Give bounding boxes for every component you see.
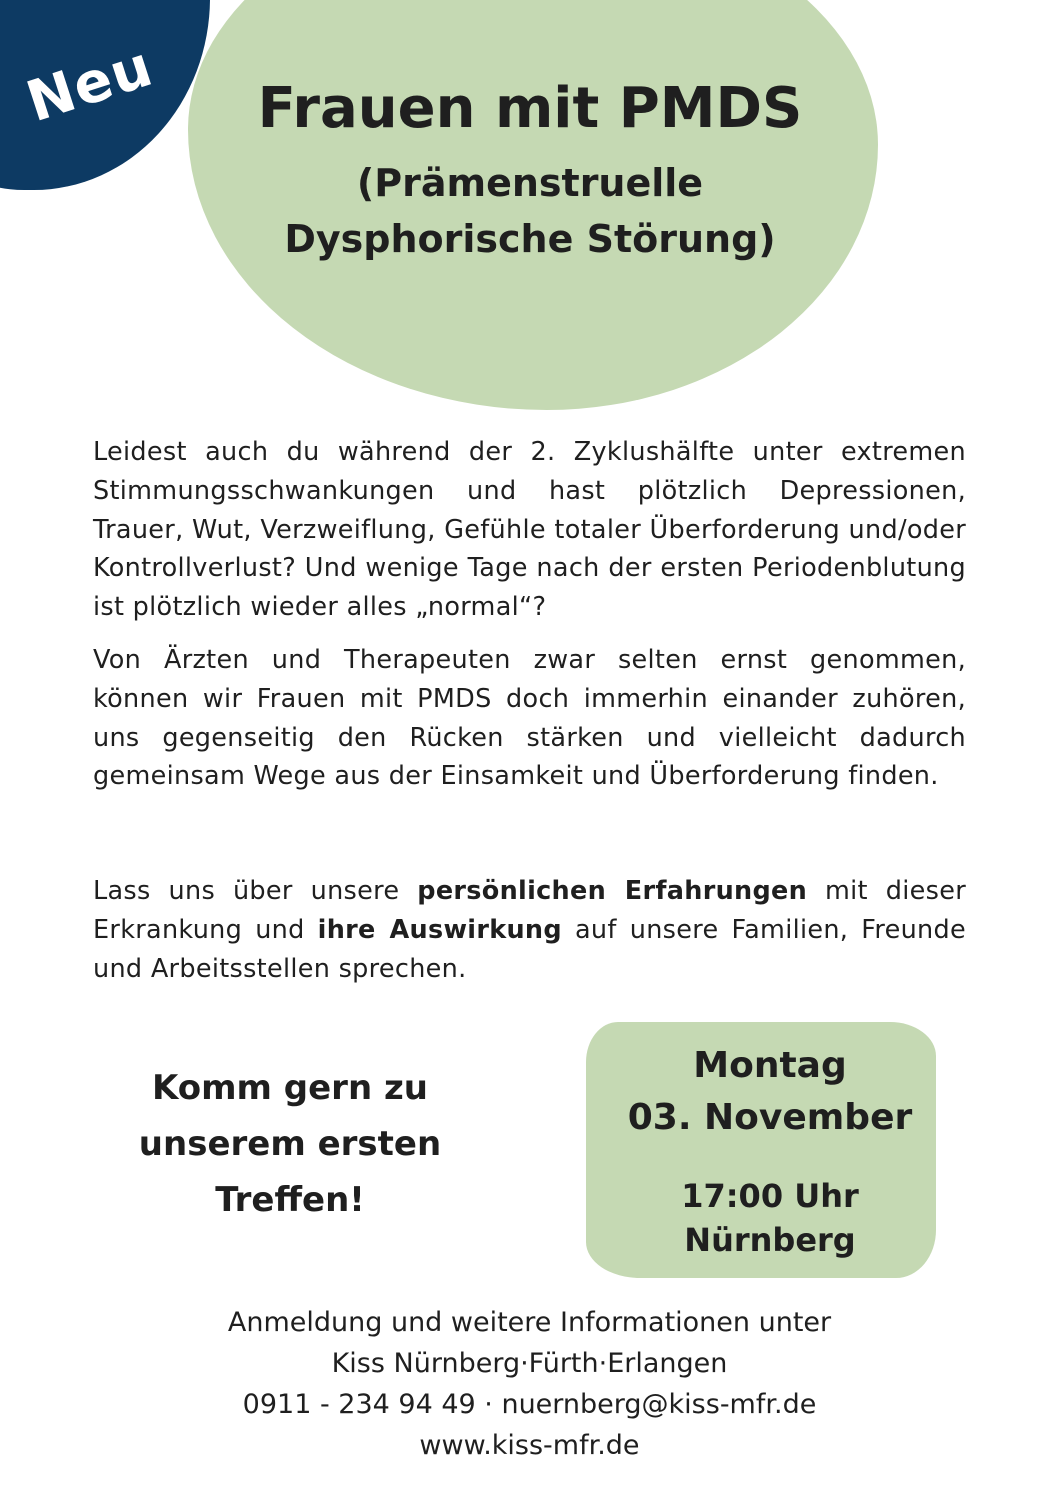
- invitation-text: [120, 1060, 460, 1228]
- p3-text-2: mit dieser Erkrankung und: [93, 876, 966, 945]
- website-link[interactable]: www.kiss-mfr.de: [419, 1430, 640, 1461]
- event-day: Montag: [693, 1045, 847, 1086]
- p3-text-3: auf unsere Familien, Freunde und Arbeitsstellen sprechen.: [93, 914, 966, 984]
- intro-paragraph: Leidest auch du während der 2. Zyklushälfte unter extremen Stimmungsschwankungen und hast plötzlich Depressionen, Trauer, Wut, Verzweiflung, Gefühle totaler Überforderung und/oder Kontrollverlust? Und wenige Tage nach der ersten Periodenblutung ist plötzlich wieder alles „normal“?: [93, 437, 966, 623]
- event-date: 03. November: [627, 1097, 913, 1138]
- footer-contact-line: [0, 1384, 1059, 1425]
- event-time: 17:00 Uhr: [681, 1177, 859, 1215]
- support-paragraph: Von Ärzten und Therapeuten zwar selten ernst genommen, können wir Frauen mit PMDS doch immerhin einander zuhören, uns gegenseitig den Rücken stärken und vielleicht dadurch gemeinsam Wege aus der Einsamkeit und Überforderung finden.: [93, 645, 966, 792]
- p3-bold-2: ihre Auswirkung: [317, 914, 562, 945]
- page-subtitle: [190, 155, 870, 267]
- contact-separator: ·: [475, 1389, 502, 1420]
- event-details: [600, 1040, 940, 1262]
- event-city: Nürnberg: [684, 1221, 856, 1259]
- invite-line-3: Treffen!: [215, 1180, 365, 1220]
- new-badge: Neu: [19, 33, 161, 136]
- contact-footer: [0, 1302, 1059, 1466]
- phone-number[interactable]: 0911 - 234 94 49: [242, 1389, 476, 1420]
- email-link[interactable]: nuernberg@kiss-mfr.de: [501, 1389, 817, 1420]
- p3-bold-1: persönlichen Erfahrungen: [417, 876, 808, 906]
- invite-line-2: unserem ersten: [138, 1124, 442, 1164]
- invite-line-1: Komm gern zu: [151, 1068, 428, 1108]
- footer-intro: Anmeldung und weitere Informationen unter: [227, 1307, 832, 1338]
- subtitle-line-1: (Prämenstruelle: [356, 161, 704, 205]
- footer-organization: Kiss Nürnberg·Fürth·Erlangen: [331, 1348, 728, 1379]
- experience-paragraph: [93, 872, 966, 988]
- p3-text-1: Lass uns über unsere: [93, 876, 418, 906]
- subtitle-line-2: Dysphorische Störung): [284, 217, 776, 261]
- page-title: Frauen mit PMDS: [257, 76, 803, 141]
